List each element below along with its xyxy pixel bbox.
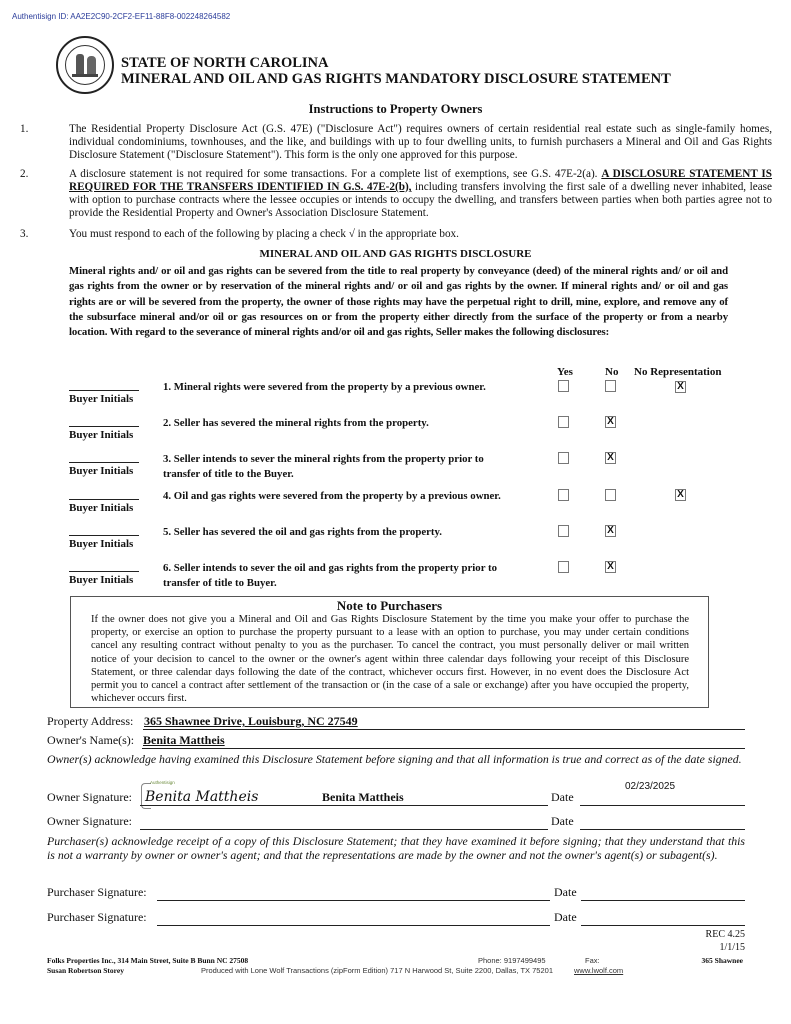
checkbox-yes[interactable] <box>558 561 569 573</box>
instruction-item-2 <box>20 168 772 220</box>
owner-signature-script: Benita Mattheis <box>145 789 259 805</box>
owner-signature-label: Owner Signature: <box>47 814 132 828</box>
buyer-initials-line[interactable] <box>69 499 139 500</box>
phone: Phone: 9197499495 <box>478 956 546 965</box>
buyer-initials-label: Buyer Initials <box>69 502 134 514</box>
buyer-initials-line[interactable] <box>69 462 139 463</box>
question-text: 4. Oil and gas rights were severed from the property by a previous owner. <box>163 490 501 502</box>
checkbox-no-representation[interactable]: X <box>675 489 686 501</box>
purchaser-signature-label: Purchaser Signature: <box>47 885 147 899</box>
owner-signature-label: Owner Signature: <box>47 790 132 804</box>
fax: Fax: <box>585 956 600 965</box>
property-address-row <box>47 714 745 730</box>
instruction-text: You must respond to each of the following by placing a check √ in the appropriate box. <box>69 228 459 240</box>
column-yes: Yes <box>557 366 573 378</box>
disclosure-heading: MINERAL AND OIL AND GAS RIGHTS DISCLOSURE <box>259 248 532 260</box>
property-address-field[interactable] <box>143 729 745 730</box>
buyer-initials-label: Buyer Initials <box>69 429 134 441</box>
agent-name: Susan Robertson Storey <box>47 966 124 975</box>
owner-names-label: Owner's Name(s): <box>47 733 135 747</box>
checkbox-yes[interactable] <box>558 380 569 392</box>
question-text: 2. Seller has severed the mineral rights from the property. <box>163 417 429 429</box>
note-title: Note to Purchasers <box>336 598 443 613</box>
checkbox-no[interactable]: X <box>605 452 616 464</box>
property-address-label: Property Address: <box>47 714 134 728</box>
owner-signature-date-field-2[interactable] <box>580 829 745 830</box>
purchaser-signature-field-2[interactable] <box>157 925 550 926</box>
checkbox-no[interactable] <box>605 489 616 501</box>
instruction-number: 1. <box>20 123 29 135</box>
date-label: Date <box>551 790 574 804</box>
checkbox-yes[interactable] <box>558 416 569 428</box>
buyer-initials-line[interactable] <box>69 535 139 536</box>
authentisign-tag: Authentisign <box>150 780 175 785</box>
owner-names-value: Benita Mattheis <box>143 733 225 747</box>
nc-seal-icon <box>56 36 114 94</box>
buyer-initials-label: Buyer Initials <box>69 538 134 550</box>
buyer-initials-line[interactable] <box>69 571 139 572</box>
question-row-3 <box>69 452 741 488</box>
question-text: 6. Seller intends to sever the oil and gas rights from the property prior to transfer of title to Buyer. <box>163 562 497 589</box>
instruction-text: A disclosure statement is not required for some transactions. For a complete list of exemptions, see G.S. 47E-2(a). A DISCLOSURE STATEMENT IS REQUIRED FOR THE TRANSFERS IDENTIFIED IN G.S. 47E-2(b), including transfers involving the first sale of a dwelling never inhabited, lease with option to purchase contracts where the lessee occupies or intends to occupy the dwelling, and transfers between parties when both parties agree not to provide the Residential Property and Owner's Association Disclosure Statement. <box>69 168 773 219</box>
form-title-state: STATE OF NORTH CAROLINA <box>121 55 329 71</box>
date-label: Date <box>554 910 577 924</box>
checkbox-yes[interactable] <box>558 489 569 501</box>
purchaser-signature-date-field-2[interactable] <box>581 925 745 926</box>
purchaser-signature-row-2 <box>47 910 745 926</box>
question-row-1 <box>69 380 741 416</box>
instruction-number: 2. <box>20 168 29 180</box>
instruction-text: The Residential Property Disclosure Act (G.S. 47E) ("Disclosure Act") requires owners of certain residential real estate such as single-family homes, individual condominiums, townhouses, and the like, and buildings with up to four dwelling units, to furnish purchasers a Mineral and Oil and Gas Rights Disclosure Statement ("Disclosure Statement"). This form is the only one approved for this purpose. <box>69 123 772 161</box>
owner-signature-row <box>47 790 745 806</box>
buyer-initials-line[interactable] <box>69 390 139 391</box>
owner-signature-field[interactable] <box>140 805 548 806</box>
owner-names-row <box>47 733 745 749</box>
instructions-heading: Instructions to Property Owners <box>308 102 483 116</box>
form-code: REC 4.25 <box>705 929 745 940</box>
purchaser-signature-field-1[interactable] <box>157 900 550 901</box>
checkbox-yes[interactable] <box>558 452 569 464</box>
disclosure-body: Mineral rights and/ or oil and gas rights can be severed from the title to real property by conveyance (deed) of the mineral rights and/ or oil and gas rights from the owner or by reservation of the mineral rights and/ or oil and gas rights by the owner. If mineral rights and/ or oil and gas rights are or will be severed from the property, the owner of those rights may have the perpetual right to drill, mine, explore, and remove any of the subsurface mineral and/or oil or gas resources on or from the property either directly from the surface of the property or from a nearby location. With regard to the severance of mineral rights and/or oil and gas rights, Seller makes the following disclosures: <box>69 265 728 339</box>
question-row-2 <box>69 416 741 452</box>
question-row-6 <box>69 561 741 597</box>
file-name: 365 Shawnee <box>701 956 743 965</box>
purchaser-signature-row-1 <box>47 885 745 901</box>
question-row-5 <box>69 525 741 561</box>
question-text: 3. Seller intends to sever the mineral rights from the property prior to transfer of title to the Buyer. <box>163 453 484 480</box>
authentisign-id: Authentisign ID: AA2E2C90-2CF2-EF11-88F8-002248264582 <box>12 12 231 21</box>
checkbox-no[interactable]: X <box>605 416 616 428</box>
question-row-4 <box>69 489 741 525</box>
property-address-value: 365 Shawnee Drive, Louisburg, NC 27549 <box>144 714 358 728</box>
lwolf-link[interactable]: www.lwolf.com <box>574 966 624 975</box>
checkbox-no-representation[interactable]: X <box>675 381 686 393</box>
form-date: 1/1/15 <box>719 942 745 953</box>
column-no: No <box>605 366 619 378</box>
purchaser-signature-label: Purchaser Signature: <box>47 910 147 924</box>
question-text: 5. Seller has severed the oil and gas rights from the property. <box>163 526 443 538</box>
owner-signature-date-field[interactable] <box>580 805 745 806</box>
owner-signature-field-2[interactable] <box>140 829 548 830</box>
buyer-initials-label: Buyer Initials <box>69 393 134 405</box>
owner-names-field[interactable] <box>142 748 745 749</box>
checkbox-yes[interactable] <box>558 525 569 537</box>
form-title: MINERAL AND OIL AND GAS RIGHTS MANDATORY DISCLOSURE STATEMENT <box>121 71 671 87</box>
buyer-initials-line[interactable] <box>69 426 139 427</box>
instruction-item-1 <box>20 123 772 162</box>
purchaser-acknowledgment: Purchaser(s) acknowledge receipt of a copy of this Disclosure Statement; that they have examined it before signing; that they understand that this is not a warranty by owner or owner's agent; and that the representations are made by the owner and not the owner's agent(s) or subagent(s). <box>47 834 745 862</box>
question-text: 1. Mineral rights were severed from the property by a previous owner. <box>163 381 486 393</box>
produced-by: Produced with Lone Wolf Transactions (zipForm Edition) 717 N Harwood St, Suite 2200, Dallas, TX 75201 <box>201 966 553 975</box>
owner-acknowledgment: Owner(s) acknowledge having examined this Disclosure Statement before signing and that all information is true and correct as of the date signed. <box>47 752 742 766</box>
note-body: If the owner does not give you a Mineral and Oil and Gas Rights Disclosure Statement by the time you make your offer to purchase the property, or exercise an option to purchase the property pursuant to a lease with an option to purchase, you may under certain conditions cancel any resulting contract without penalty to you as the purchaser. To cancel the contract, you must personally deliver or mail written notice of your decision to cancel to the owner or the owner's agent within three calendar days following your receipt of this Disclosure Statement, or three calendar days following the date of the contract, whichever occurs first. However, in no event does the Disclosure Act permit you to cancel a contract after settlement of the transaction or (in the case of a sale or exchange) after you have occupied the property, whichever occurs first. <box>91 614 689 705</box>
owner-signature-date: 02/23/2025 <box>625 781 676 792</box>
column-no-representation: No Representation <box>634 366 722 378</box>
checkbox-no[interactable] <box>605 380 616 392</box>
purchaser-signature-date-field-1[interactable] <box>581 900 745 901</box>
owner-printed-name: Benita Mattheis <box>322 790 404 804</box>
required-transfers-emphasis: A DISCLOSURE STATEMENT IS REQUIRED FOR THE TRANSFERS IDENTIFIED IN G.S. 47E-2(b), <box>69 168 772 193</box>
buyer-initials-label: Buyer Initials <box>69 574 134 586</box>
note-to-purchasers <box>70 596 709 708</box>
owner-signature-row-2 <box>47 814 745 830</box>
instruction-item-3 <box>20 228 772 241</box>
checkbox-no[interactable]: X <box>605 525 616 537</box>
date-label: Date <box>551 814 574 828</box>
checkbox-no[interactable]: X <box>605 561 616 573</box>
date-label: Date <box>554 885 577 899</box>
instruction-number: 3. <box>20 228 29 240</box>
buyer-initials-label: Buyer Initials <box>69 465 134 477</box>
brokerage-info: Folks Properties Inc., 314 Main Street, Suite B Bunn NC 27508 <box>47 956 249 965</box>
